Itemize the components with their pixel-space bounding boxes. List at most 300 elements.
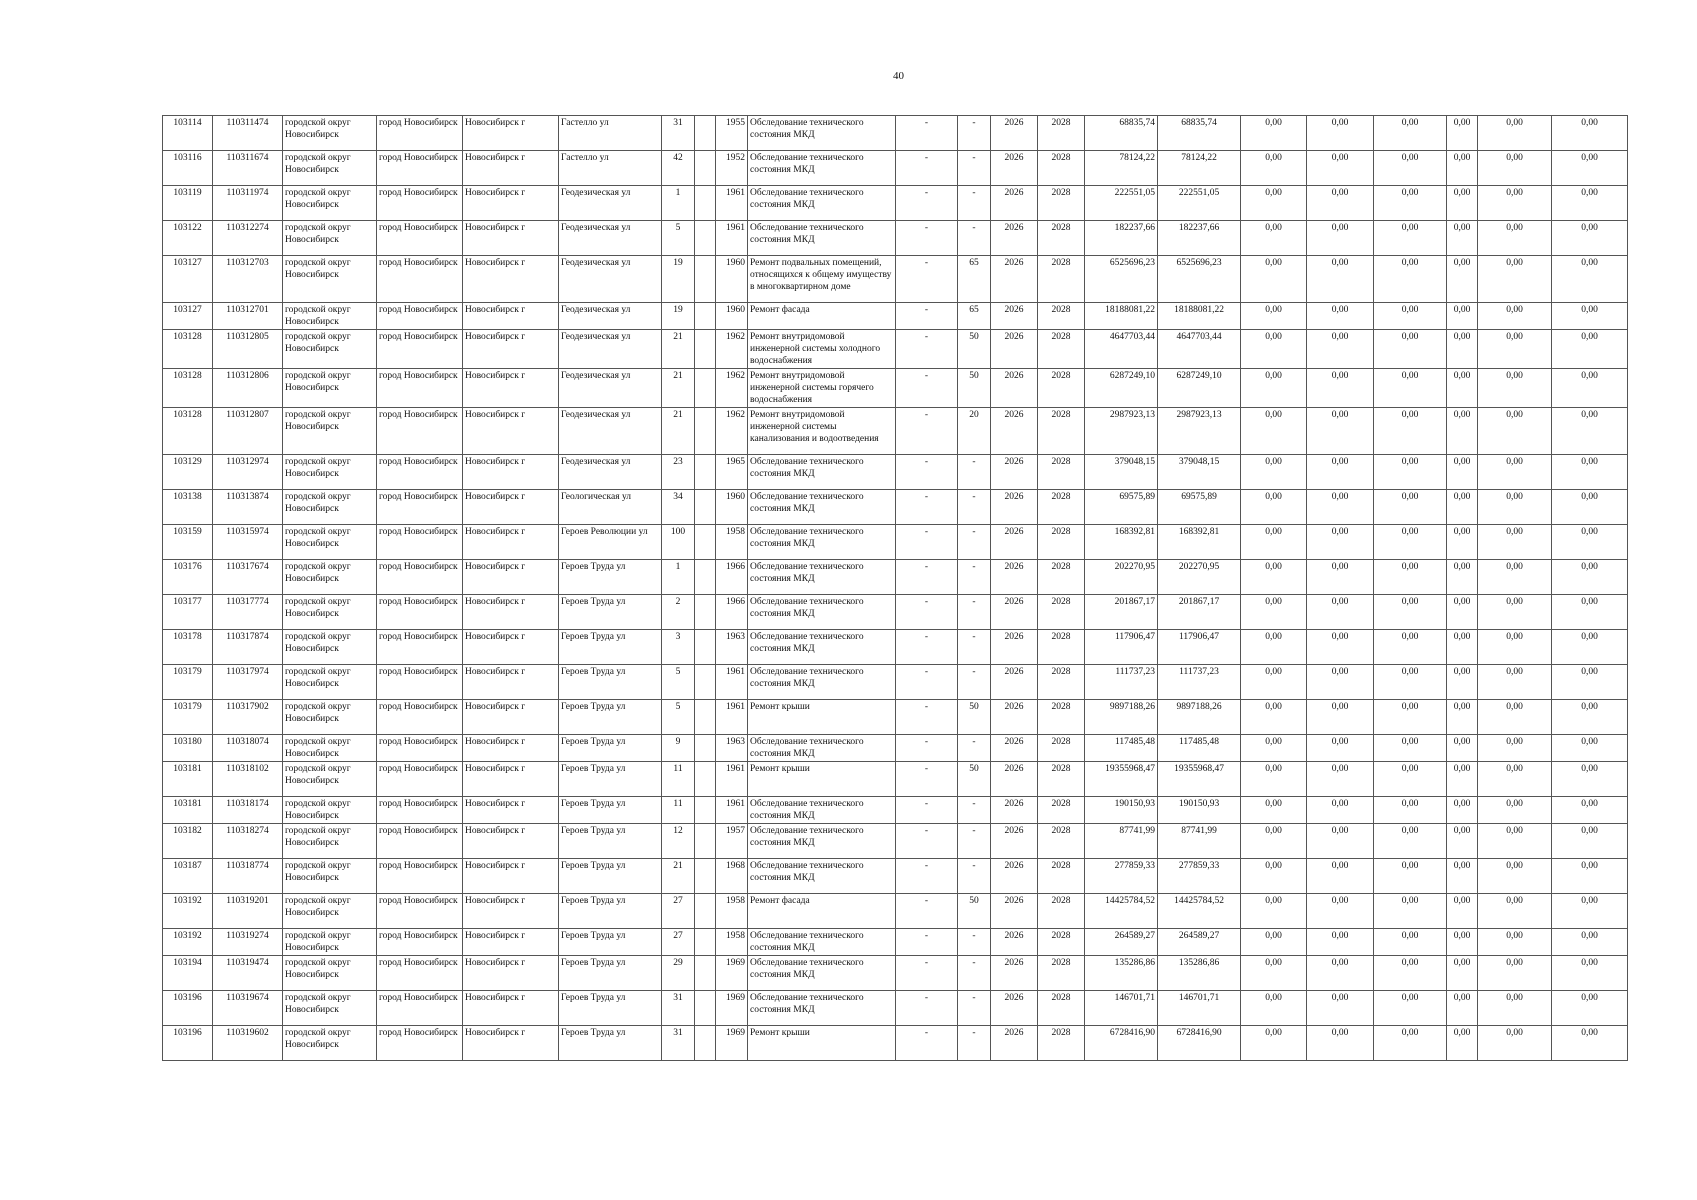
cell-z2: 0,00 (1307, 455, 1374, 490)
cell-code: 110319602 (213, 1026, 283, 1061)
cell-code: 110312974 (213, 455, 283, 490)
cell-code: 110319474 (213, 956, 283, 991)
cell-okrug: городской округ Новосибирск (283, 665, 377, 700)
cell-z2: 0,00 (1307, 560, 1374, 595)
cell-fund: 69575,89 (1158, 490, 1241, 525)
cell-fund: 117485,48 (1158, 735, 1241, 762)
cell-z2: 0,00 (1307, 859, 1374, 894)
cell-work: Ремонт внутридомовой инженерной системы холодного водоснабжения (748, 330, 896, 369)
cell-id: 103192 (163, 929, 213, 956)
cell-z6: 0,00 (1552, 221, 1628, 256)
cell-p2: 65 (958, 303, 991, 330)
cell-work: Обследование технического состояния МКД (748, 956, 896, 991)
cell-z4: 0,00 (1447, 303, 1478, 330)
cell-z6: 0,00 (1552, 700, 1628, 735)
cell-code: 110319674 (213, 991, 283, 1026)
cell-z1: 0,00 (1241, 700, 1307, 735)
cell-z4: 0,00 (1447, 991, 1478, 1026)
cell-total: 379048,15 (1085, 455, 1158, 490)
cell-id: 103129 (163, 455, 213, 490)
cell-p1: - (896, 490, 958, 525)
cell-z6: 0,00 (1552, 560, 1628, 595)
cell-corp (695, 630, 716, 665)
cell-z3: 0,00 (1374, 525, 1447, 560)
cell-z4: 0,00 (1447, 408, 1478, 455)
cell-loc: Новосибирск г (463, 956, 559, 991)
cell-z6: 0,00 (1552, 186, 1628, 221)
cell-code: 110317774 (213, 595, 283, 630)
cell-y1: 2026 (991, 560, 1038, 595)
cell-okrug: городской округ Новосибирск (283, 1026, 377, 1061)
cell-z4: 0,00 (1447, 762, 1478, 797)
cell-fund: 379048,15 (1158, 455, 1241, 490)
cell-z6: 0,00 (1552, 859, 1628, 894)
cell-fund: 68835,74 (1158, 116, 1241, 151)
cell-total: 135286,86 (1085, 956, 1158, 991)
table-row (163, 894, 1628, 929)
cell-z4: 0,00 (1447, 700, 1478, 735)
cell-z5: 0,00 (1478, 560, 1552, 595)
cell-z1: 0,00 (1241, 929, 1307, 956)
cell-corp (695, 256, 716, 303)
cell-z2: 0,00 (1307, 991, 1374, 1026)
cell-corp (695, 797, 716, 824)
cell-year: 1958 (716, 894, 748, 929)
cell-y1: 2026 (991, 369, 1038, 408)
cell-loc: Новосибирск г (463, 525, 559, 560)
cell-z2: 0,00 (1307, 735, 1374, 762)
cell-corp (695, 824, 716, 859)
cell-z4: 0,00 (1447, 256, 1478, 303)
table-row (163, 929, 1628, 956)
cell-y1: 2026 (991, 929, 1038, 956)
cell-z3: 0,00 (1374, 595, 1447, 630)
cell-p2: - (958, 525, 991, 560)
cell-p1: - (896, 700, 958, 735)
cell-z2: 0,00 (1307, 303, 1374, 330)
cell-z3: 0,00 (1374, 408, 1447, 455)
cell-y2: 2028 (1038, 991, 1085, 1026)
cell-z5: 0,00 (1478, 797, 1552, 824)
cell-p2: - (958, 151, 991, 186)
cell-z4: 0,00 (1447, 560, 1478, 595)
cell-p1: - (896, 595, 958, 630)
cell-loc: Новосибирск г (463, 303, 559, 330)
cell-loc: Новосибирск г (463, 595, 559, 630)
cell-year: 1960 (716, 303, 748, 330)
cell-y2: 2028 (1038, 762, 1085, 797)
cell-z6: 0,00 (1552, 735, 1628, 762)
cell-id: 103179 (163, 700, 213, 735)
cell-year: 1969 (716, 956, 748, 991)
cell-y1: 2026 (991, 630, 1038, 665)
cell-p2: - (958, 221, 991, 256)
cell-city: город Новосибирск (377, 859, 463, 894)
cell-p1: - (896, 369, 958, 408)
cell-total: 277859,33 (1085, 859, 1158, 894)
cell-house: 23 (662, 455, 695, 490)
table-row (163, 630, 1628, 665)
table-row (163, 665, 1628, 700)
cell-house: 21 (662, 408, 695, 455)
cell-z5: 0,00 (1478, 455, 1552, 490)
cell-z5: 0,00 (1478, 116, 1552, 151)
cell-z3: 0,00 (1374, 151, 1447, 186)
cell-y2: 2028 (1038, 330, 1085, 369)
cell-z1: 0,00 (1241, 490, 1307, 525)
cell-loc: Новосибирск г (463, 824, 559, 859)
cell-y1: 2026 (991, 116, 1038, 151)
cell-p2: - (958, 490, 991, 525)
cell-year: 1963 (716, 735, 748, 762)
cell-code: 110318174 (213, 797, 283, 824)
cell-code: 110312274 (213, 221, 283, 256)
cell-z2: 0,00 (1307, 929, 1374, 956)
cell-p2: - (958, 824, 991, 859)
cell-z5: 0,00 (1478, 369, 1552, 408)
cell-z1: 0,00 (1241, 824, 1307, 859)
cell-code: 110318074 (213, 735, 283, 762)
cell-loc: Новосибирск г (463, 859, 559, 894)
cell-fund: 277859,33 (1158, 859, 1241, 894)
cell-total: 117485,48 (1085, 735, 1158, 762)
cell-y2: 2028 (1038, 824, 1085, 859)
table-row (163, 1026, 1628, 1061)
table-row (163, 797, 1628, 824)
cell-street: Героев Труда ул (559, 894, 662, 929)
cell-fund: 168392,81 (1158, 525, 1241, 560)
cell-z6: 0,00 (1552, 490, 1628, 525)
repair-registry-table (162, 115, 1628, 1061)
cell-z4: 0,00 (1447, 525, 1478, 560)
cell-city: город Новосибирск (377, 762, 463, 797)
table-row (163, 525, 1628, 560)
cell-okrug: городской округ Новосибирск (283, 560, 377, 595)
cell-z1: 0,00 (1241, 116, 1307, 151)
cell-z6: 0,00 (1552, 929, 1628, 956)
cell-z3: 0,00 (1374, 116, 1447, 151)
cell-house: 3 (662, 630, 695, 665)
cell-city: город Новосибирск (377, 525, 463, 560)
cell-total: 190150,93 (1085, 797, 1158, 824)
cell-work: Обследование технического состояния МКД (748, 490, 896, 525)
cell-z3: 0,00 (1374, 700, 1447, 735)
cell-house: 19 (662, 256, 695, 303)
cell-code: 110315974 (213, 525, 283, 560)
cell-z1: 0,00 (1241, 330, 1307, 369)
cell-p1: - (896, 116, 958, 151)
cell-house: 11 (662, 762, 695, 797)
cell-street: Героев Труда ул (559, 630, 662, 665)
cell-y2: 2028 (1038, 665, 1085, 700)
table-row (163, 303, 1628, 330)
cell-y1: 2026 (991, 525, 1038, 560)
cell-y1: 2026 (991, 595, 1038, 630)
cell-loc: Новосибирск г (463, 330, 559, 369)
cell-loc: Новосибирск г (463, 991, 559, 1026)
cell-total: 146701,71 (1085, 991, 1158, 1026)
cell-work: Обследование технического состояния МКД (748, 186, 896, 221)
cell-work: Обследование технического состояния МКД (748, 824, 896, 859)
cell-okrug: городской округ Новосибирск (283, 735, 377, 762)
cell-id: 103159 (163, 525, 213, 560)
cell-z5: 0,00 (1478, 956, 1552, 991)
cell-z5: 0,00 (1478, 700, 1552, 735)
cell-z4: 0,00 (1447, 929, 1478, 956)
cell-p1: - (896, 330, 958, 369)
cell-p1: - (896, 956, 958, 991)
cell-corp (695, 221, 716, 256)
cell-work: Обследование технического состояния МКД (748, 455, 896, 490)
cell-z1: 0,00 (1241, 408, 1307, 455)
cell-id: 103187 (163, 859, 213, 894)
cell-street: Героев Труда ул (559, 762, 662, 797)
cell-year: 1962 (716, 330, 748, 369)
cell-y2: 2028 (1038, 221, 1085, 256)
cell-p2: - (958, 665, 991, 700)
cell-y2: 2028 (1038, 151, 1085, 186)
cell-house: 2 (662, 595, 695, 630)
cell-p2: - (958, 797, 991, 824)
cell-p1: - (896, 665, 958, 700)
cell-work: Обследование технического состояния МКД (748, 595, 896, 630)
cell-total: 168392,81 (1085, 525, 1158, 560)
cell-street: Героев Труда ул (559, 735, 662, 762)
cell-total: 9897188,26 (1085, 700, 1158, 735)
cell-id: 103127 (163, 256, 213, 303)
page-number: 40 (893, 70, 904, 82)
cell-z6: 0,00 (1552, 525, 1628, 560)
cell-p1: - (896, 824, 958, 859)
cell-z3: 0,00 (1374, 824, 1447, 859)
cell-z2: 0,00 (1307, 408, 1374, 455)
cell-corp (695, 956, 716, 991)
cell-okrug: городской округ Новосибирск (283, 256, 377, 303)
cell-z3: 0,00 (1374, 256, 1447, 303)
cell-okrug: городской округ Новосибирск (283, 956, 377, 991)
cell-id: 103138 (163, 490, 213, 525)
cell-z1: 0,00 (1241, 256, 1307, 303)
cell-z1: 0,00 (1241, 221, 1307, 256)
table-row (163, 116, 1628, 151)
cell-p2: - (958, 455, 991, 490)
cell-p2: 50 (958, 330, 991, 369)
cell-y2: 2028 (1038, 525, 1085, 560)
table-row (163, 221, 1628, 256)
cell-id: 103119 (163, 186, 213, 221)
cell-z6: 0,00 (1552, 630, 1628, 665)
cell-street: Гастелло ул (559, 151, 662, 186)
cell-z4: 0,00 (1447, 490, 1478, 525)
cell-code: 110312805 (213, 330, 283, 369)
cell-house: 31 (662, 116, 695, 151)
cell-z3: 0,00 (1374, 735, 1447, 762)
cell-p1: - (896, 630, 958, 665)
cell-city: город Новосибирск (377, 595, 463, 630)
cell-loc: Новосибирск г (463, 665, 559, 700)
cell-city: город Новосибирск (377, 991, 463, 1026)
cell-street: Героев Труда ул (559, 929, 662, 956)
cell-z2: 0,00 (1307, 894, 1374, 929)
cell-loc: Новосибирск г (463, 762, 559, 797)
cell-year: 1958 (716, 525, 748, 560)
cell-year: 1968 (716, 859, 748, 894)
cell-fund: 6525696,23 (1158, 256, 1241, 303)
cell-street: Гастелло ул (559, 116, 662, 151)
cell-okrug: городской округ Новосибирск (283, 116, 377, 151)
cell-y1: 2026 (991, 859, 1038, 894)
cell-year: 1955 (716, 116, 748, 151)
table-row (163, 595, 1628, 630)
cell-z5: 0,00 (1478, 991, 1552, 1026)
cell-p2: 20 (958, 408, 991, 455)
cell-z3: 0,00 (1374, 369, 1447, 408)
cell-y1: 2026 (991, 991, 1038, 1026)
cell-z5: 0,00 (1478, 595, 1552, 630)
cell-city: город Новосибирск (377, 151, 463, 186)
cell-y1: 2026 (991, 151, 1038, 186)
cell-z1: 0,00 (1241, 894, 1307, 929)
cell-corp (695, 894, 716, 929)
cell-work: Ремонт внутридомовой инженерной системы канализования и водоотведения (748, 408, 896, 455)
cell-work: Обследование технического состояния МКД (748, 665, 896, 700)
cell-fund: 117906,47 (1158, 630, 1241, 665)
cell-city: город Новосибирск (377, 369, 463, 408)
cell-id: 103116 (163, 151, 213, 186)
cell-year: 1961 (716, 186, 748, 221)
cell-z6: 0,00 (1552, 256, 1628, 303)
cell-work: Обследование технического состояния МКД (748, 797, 896, 824)
cell-corp (695, 859, 716, 894)
cell-loc: Новосибирск г (463, 700, 559, 735)
cell-y2: 2028 (1038, 1026, 1085, 1061)
cell-corp (695, 369, 716, 408)
cell-p1: - (896, 894, 958, 929)
cell-p1: - (896, 303, 958, 330)
cell-z1: 0,00 (1241, 455, 1307, 490)
cell-z4: 0,00 (1447, 735, 1478, 762)
cell-z3: 0,00 (1374, 186, 1447, 221)
cell-y1: 2026 (991, 665, 1038, 700)
cell-z5: 0,00 (1478, 221, 1552, 256)
cell-fund: 135286,86 (1158, 956, 1241, 991)
cell-city: город Новосибирск (377, 956, 463, 991)
cell-z1: 0,00 (1241, 560, 1307, 595)
cell-city: город Новосибирск (377, 408, 463, 455)
cell-okrug: городской округ Новосибирск (283, 824, 377, 859)
cell-loc: Новосибирск г (463, 490, 559, 525)
cell-fund: 202270,95 (1158, 560, 1241, 595)
cell-city: город Новосибирск (377, 303, 463, 330)
cell-total: 68835,74 (1085, 116, 1158, 151)
cell-z2: 0,00 (1307, 186, 1374, 221)
cell-total: 6287249,10 (1085, 369, 1158, 408)
table-row (163, 490, 1628, 525)
cell-z4: 0,00 (1447, 595, 1478, 630)
cell-total: 111737,23 (1085, 665, 1158, 700)
cell-p2: - (958, 929, 991, 956)
cell-corp (695, 735, 716, 762)
cell-y2: 2028 (1038, 929, 1085, 956)
cell-house: 42 (662, 151, 695, 186)
cell-work: Обследование технического состояния МКД (748, 560, 896, 595)
cell-street: Геодезическая ул (559, 186, 662, 221)
cell-house: 12 (662, 824, 695, 859)
cell-y2: 2028 (1038, 408, 1085, 455)
cell-okrug: городской округ Новосибирск (283, 894, 377, 929)
cell-city: город Новосибирск (377, 256, 463, 303)
cell-street: Героев Труда ул (559, 700, 662, 735)
cell-z6: 0,00 (1552, 330, 1628, 369)
cell-total: 14425784,52 (1085, 894, 1158, 929)
cell-z1: 0,00 (1241, 762, 1307, 797)
cell-y2: 2028 (1038, 303, 1085, 330)
table-body (163, 116, 1628, 1061)
cell-corp (695, 330, 716, 369)
cell-corp (695, 116, 716, 151)
cell-street: Геодезическая ул (559, 455, 662, 490)
cell-y2: 2028 (1038, 455, 1085, 490)
cell-house: 11 (662, 797, 695, 824)
cell-y2: 2028 (1038, 956, 1085, 991)
cell-corp (695, 929, 716, 956)
cell-p1: - (896, 151, 958, 186)
table-row (163, 455, 1628, 490)
cell-id: 103176 (163, 560, 213, 595)
cell-z1: 0,00 (1241, 859, 1307, 894)
cell-corp (695, 186, 716, 221)
cell-z1: 0,00 (1241, 369, 1307, 408)
cell-z1: 0,00 (1241, 735, 1307, 762)
cell-corp (695, 700, 716, 735)
cell-fund: 264589,27 (1158, 929, 1241, 956)
cell-z5: 0,00 (1478, 186, 1552, 221)
cell-city: город Новосибирск (377, 186, 463, 221)
cell-house: 5 (662, 665, 695, 700)
cell-total: 19355968,47 (1085, 762, 1158, 797)
cell-z2: 0,00 (1307, 956, 1374, 991)
cell-city: город Новосибирск (377, 560, 463, 595)
cell-street: Героев Труда ул (559, 595, 662, 630)
cell-z4: 0,00 (1447, 186, 1478, 221)
cell-z6: 0,00 (1552, 116, 1628, 151)
cell-okrug: городской округ Новосибирск (283, 762, 377, 797)
cell-z5: 0,00 (1478, 630, 1552, 665)
cell-house: 19 (662, 303, 695, 330)
cell-city: город Новосибирск (377, 797, 463, 824)
cell-code: 110317902 (213, 700, 283, 735)
cell-city: город Новосибирск (377, 490, 463, 525)
cell-p1: - (896, 408, 958, 455)
cell-z4: 0,00 (1447, 455, 1478, 490)
cell-total: 202270,95 (1085, 560, 1158, 595)
cell-year: 1962 (716, 369, 748, 408)
cell-year: 1961 (716, 797, 748, 824)
cell-y1: 2026 (991, 797, 1038, 824)
table-row (163, 186, 1628, 221)
cell-code: 110318274 (213, 824, 283, 859)
cell-city: город Новосибирск (377, 455, 463, 490)
cell-okrug: городской округ Новосибирск (283, 303, 377, 330)
cell-year: 1958 (716, 929, 748, 956)
cell-z5: 0,00 (1478, 303, 1552, 330)
cell-corp (695, 560, 716, 595)
cell-work: Ремонт фасада (748, 894, 896, 929)
cell-z1: 0,00 (1241, 665, 1307, 700)
cell-p1: - (896, 991, 958, 1026)
cell-house: 31 (662, 991, 695, 1026)
cell-fund: 201867,17 (1158, 595, 1241, 630)
